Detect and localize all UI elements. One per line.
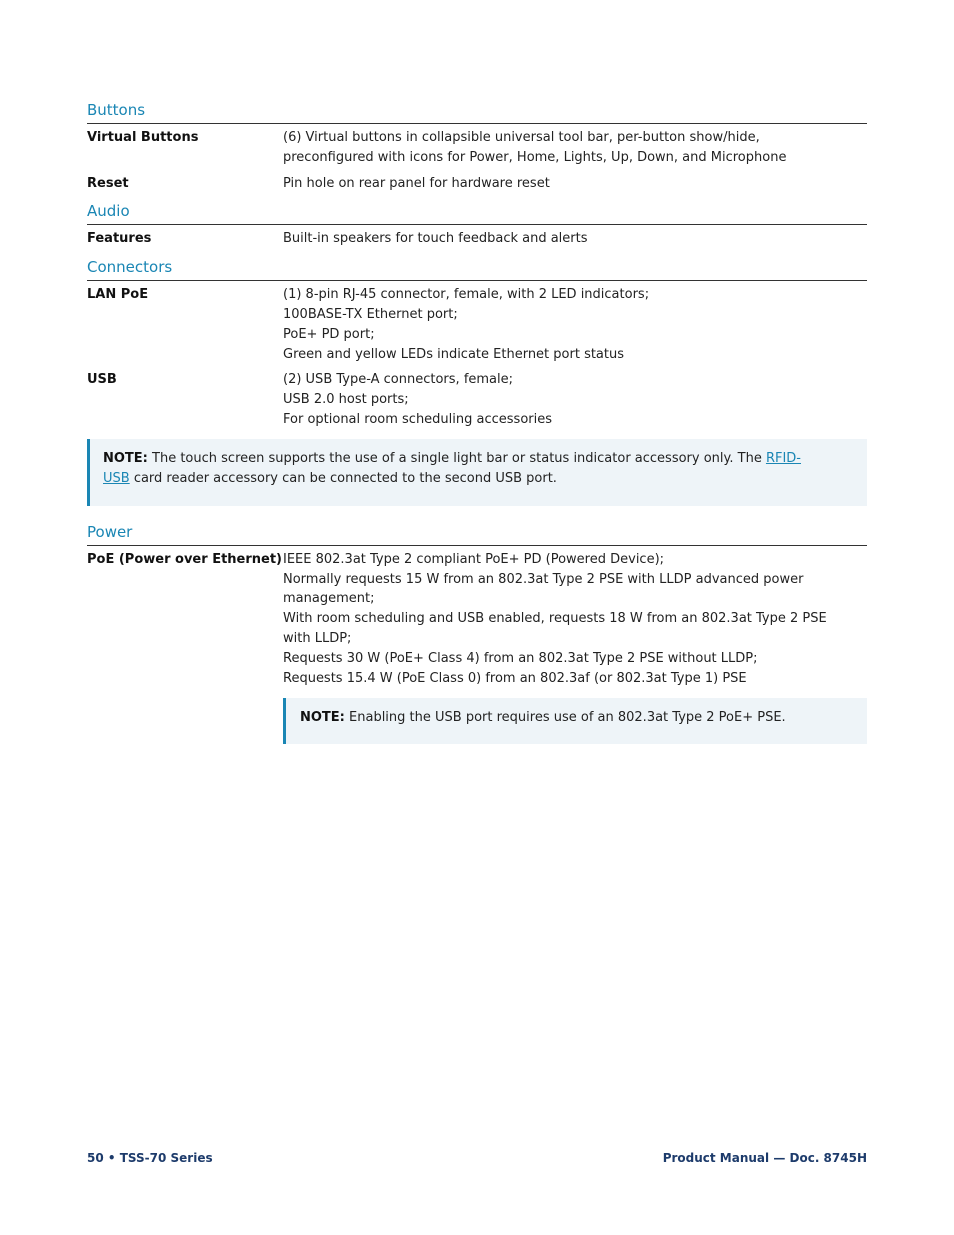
spec-value-line: preconfigured with icons for Power, Home, Lights, Up, Down, and Microphone xyxy=(283,149,787,165)
spec-value-line: (1) 8-pin RJ-45 connector, female, with 2 LED indicators; xyxy=(283,287,650,303)
note-label: NOTE: xyxy=(103,450,148,466)
section-power xyxy=(87,522,867,745)
note-text: card reader accessory can be connected to the second USB port. xyxy=(129,470,557,486)
spec-value xyxy=(283,229,867,249)
spec-value xyxy=(283,128,867,168)
footer-page-info: 50 • TSS-70 Series xyxy=(87,1151,213,1165)
section-audio xyxy=(87,201,867,249)
footer-doc-info: Product Manual — Doc. 8745H xyxy=(662,1151,867,1165)
spec-row-virtual-buttons xyxy=(87,128,867,168)
spec-value-line: PoE+ PD port; xyxy=(283,326,375,342)
spec-label: LAN PoE xyxy=(87,287,149,303)
spec-value xyxy=(283,370,867,429)
note-usb-power xyxy=(283,698,867,744)
spec-value-line: Built-in speakers for touch feedback and alerts xyxy=(283,231,588,247)
spec-value xyxy=(283,285,867,364)
section-connectors xyxy=(87,257,867,506)
section-title-audio: Audio xyxy=(87,201,867,225)
spec-value-line: (6) Virtual buttons in collapsible universal tool bar, per-button show/hide, xyxy=(283,130,760,145)
spec-value-line: management; xyxy=(283,591,375,607)
spec-row-lan-poe xyxy=(87,285,867,364)
spec-value-line: Green and yellow LEDs indicate Ethernet port status xyxy=(283,346,625,362)
spec-label: USB xyxy=(87,372,117,388)
spec-label: Virtual Buttons xyxy=(87,130,199,145)
section-title-connectors: Connectors xyxy=(87,257,867,281)
spec-value xyxy=(283,174,867,194)
spec-value-line: with LLDP; xyxy=(283,630,352,646)
spec-value-line: (2) USB Type-A connectors, female; xyxy=(283,372,514,388)
document-page xyxy=(87,100,867,753)
section-title-power: Power xyxy=(87,522,867,546)
spec-row-poe xyxy=(87,550,867,745)
spec-value-line: 100BASE-TX Ethernet port; xyxy=(283,306,458,322)
spec-value-line: USB 2.0 host ports; xyxy=(283,392,409,408)
spec-value xyxy=(283,550,867,745)
spec-label: Features xyxy=(87,231,152,247)
spec-value-line: Requests 15.4 W (PoE Class 0) from an 802.3af (or 802.3at Type 1) PSE xyxy=(283,670,747,686)
spec-value-line: Requests 30 W (PoE+ Class 4) from an 802.3at Type 2 PSE without LLDP; xyxy=(283,650,758,666)
rfid-usb-link-text-1: RFID- xyxy=(765,450,801,466)
spec-value-line: Normally requests 15 W from an 802.3at Type 2 PSE with LLDP advanced power xyxy=(283,571,804,587)
spec-row-features xyxy=(87,229,867,249)
spec-row-usb xyxy=(87,370,867,429)
section-title-buttons: Buttons xyxy=(87,100,867,124)
spec-value-line: For optional room scheduling accessories xyxy=(283,411,553,427)
note-text: The touch screen supports the use of a single light bar or status indicator accessory only. The xyxy=(147,450,766,466)
spec-row-reset xyxy=(87,174,867,194)
note-text: Enabling the USB port requires use of an 802.3at Type 2 PoE+ PSE. xyxy=(344,710,786,726)
spec-value-line: With room scheduling and USB enabled, requests 18 W from an 802.3at Type 2 PSE xyxy=(283,611,827,627)
spec-label: PoE (Power over Ethernet) xyxy=(87,551,282,567)
note-rfid-usb xyxy=(87,439,867,506)
rfid-usb-link-text-2: USB xyxy=(103,470,130,486)
spec-value-line: IEEE 802.3at Type 2 compliant PoE+ PD (Powered Device); xyxy=(283,551,665,567)
spec-label: Reset xyxy=(87,175,129,191)
section-buttons xyxy=(87,100,867,193)
spec-value-line: Pin hole on rear panel for hardware reset xyxy=(283,175,550,191)
note-label: NOTE: xyxy=(300,710,345,726)
page-footer xyxy=(87,1151,867,1165)
